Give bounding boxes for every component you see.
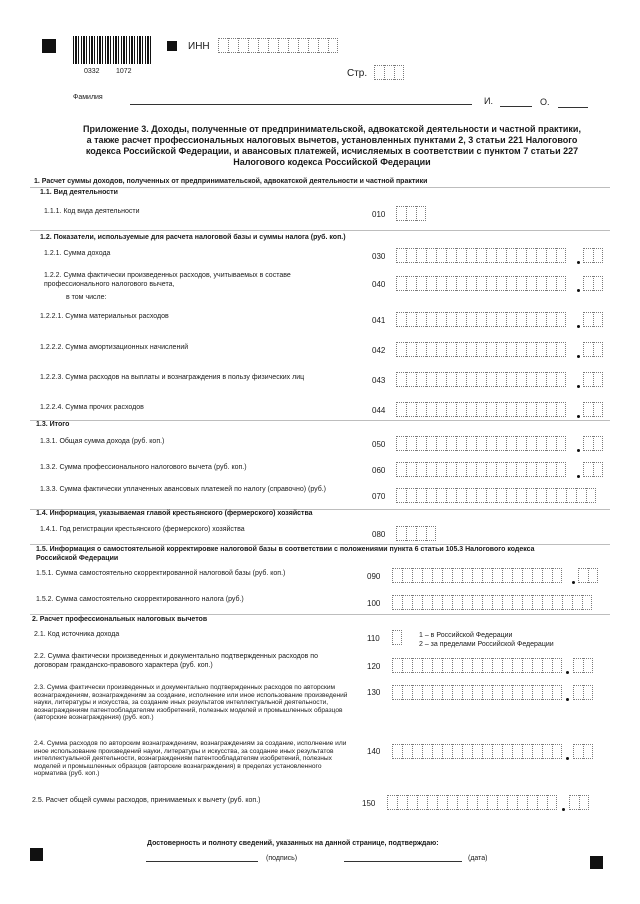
page-number-field[interactable] bbox=[374, 65, 404, 80]
row-110-option-2: 2 – за пределами Российской Федерации bbox=[419, 641, 554, 648]
date-caption: (дата) bbox=[468, 855, 488, 862]
row-050-label: 1.3.1. Общая сумма дохода (руб. коп.) bbox=[40, 438, 165, 445]
row-043-rub-field[interactable] bbox=[396, 372, 566, 387]
row-044-kop-field[interactable] bbox=[583, 402, 603, 417]
row-130-kop-field[interactable] bbox=[573, 685, 593, 700]
inn-field[interactable] bbox=[218, 38, 338, 53]
initial-i-field[interactable] bbox=[500, 106, 532, 107]
row-010-code: 010 bbox=[372, 210, 386, 219]
page-title: Приложение 3. Доходы, полученные от предпринимательской, адвокатской деятельности и частной практики, а также расчет профессиональных налоговых вычетов, установленных пунктами 2, 3 статьи 221 Налогового кодекса Российской Федерации, и авансовых платежей, исчисляемых в соответствии с пунктом 7 статьи 227 Налогового кодекса Российской Федерации bbox=[83, 124, 581, 167]
section-1-3-heading: 1.3. Итого bbox=[36, 421, 70, 428]
row-042-rub-field[interactable] bbox=[396, 342, 566, 357]
row-044-label: 1.2.2.4. Сумма прочих расходов bbox=[40, 404, 144, 411]
row-041-label: 1.2.2.1. Сумма материальных расходов bbox=[40, 313, 169, 320]
row-120-separator bbox=[566, 671, 569, 674]
row-043-kop-field[interactable] bbox=[583, 372, 603, 387]
row-041-rub-field[interactable] bbox=[396, 312, 566, 327]
certification-statement: Достоверность и полноту сведений, указанных на данной странице, подтверждаю: bbox=[147, 840, 439, 847]
row-044-code: 044 bbox=[372, 406, 386, 415]
row-080-code: 080 bbox=[372, 530, 386, 539]
surname-field[interactable] bbox=[130, 104, 472, 105]
page-label: Стр. bbox=[347, 68, 368, 79]
section-1-5-heading: 1.5. Информация о самостоятельной корректировке налоговой базы в соответствии с положениями пункта 6 статьи 105.3 Налогового кодекса Российской Федерации bbox=[36, 546, 535, 562]
initial-o-label: О. bbox=[540, 97, 550, 107]
registration-marker-top-right bbox=[167, 41, 177, 51]
section-1-4-heading: 1.4. Информация, указываемая главой крестьянского (фермерского) хозяйства bbox=[36, 510, 313, 517]
surname-label: Фамилия bbox=[73, 94, 103, 101]
row-060-separator bbox=[577, 475, 580, 478]
row-060-kop-field[interactable] bbox=[583, 462, 603, 477]
row-060-code: 060 bbox=[372, 466, 386, 475]
row-042-code: 042 bbox=[372, 346, 386, 355]
row-090-code: 090 bbox=[367, 572, 381, 581]
signature-caption: (подпись) bbox=[266, 855, 298, 862]
registration-marker-top-left bbox=[42, 39, 56, 53]
registration-marker-bottom-right bbox=[590, 856, 603, 869]
row-090-kop-field[interactable] bbox=[578, 568, 598, 583]
row-130-label: 2.3. Сумма фактически произведенных и документально подтвержденных расходов по авторским вознаграждениям, вознаграждениям за создание, исполнение или иное использование произведений науки, литературы и искусства, за создание иных результатов интеллектуальной деятельности, вознаграждениям патентообладателям изобретений, полезных моделей и промышленных образцов (авторские вознаграждения) (руб. коп.) bbox=[34, 684, 348, 722]
row-150-code: 150 bbox=[362, 799, 376, 808]
row-090-label: 1.5.1. Сумма самостоятельно скорректированной налоговой базы (руб. коп.) bbox=[36, 570, 286, 577]
row-042-separator bbox=[577, 355, 580, 358]
row-080-field[interactable] bbox=[396, 526, 436, 541]
section-1-2-heading: 1.2. Показатели, используемые для расчета налоговой базы и суммы налога (руб. коп.) bbox=[40, 234, 346, 241]
row-120-label: 2.2. Сумма фактически произведенных и документально подтвержденных расходов по договорам гражданско-правового характера (руб. коп.) bbox=[34, 653, 318, 669]
row-030-label: 1.2.1. Сумма дохода bbox=[44, 250, 111, 257]
barcode bbox=[73, 36, 151, 64]
row-043-separator bbox=[577, 385, 580, 388]
registration-marker-bottom-left bbox=[30, 848, 43, 861]
row-120-kop-field[interactable] bbox=[573, 658, 593, 673]
inn-label: ИНН bbox=[188, 41, 210, 52]
barcode-number-right: 1072 bbox=[116, 68, 132, 75]
signature-field[interactable] bbox=[146, 861, 258, 862]
row-130-separator bbox=[566, 698, 569, 701]
row-050-separator bbox=[577, 449, 580, 452]
row-043-label: 1.2.2.3. Сумма расходов на выплаты и вознаграждения в пользу физических лиц bbox=[40, 374, 305, 381]
row-030-code: 030 bbox=[372, 252, 386, 261]
row-150-separator bbox=[562, 808, 565, 811]
row-110-code: 110 bbox=[367, 634, 380, 643]
row-090-rub-field[interactable] bbox=[392, 568, 562, 583]
row-100-code: 100 bbox=[367, 599, 381, 608]
row-042-label: 1.2.2.2. Сумма амортизационных начислений bbox=[40, 344, 189, 351]
row-130-code: 130 bbox=[367, 688, 381, 697]
row-030-rub-field[interactable] bbox=[396, 248, 566, 263]
initial-o-field[interactable] bbox=[558, 107, 588, 108]
row-110-field[interactable] bbox=[392, 630, 402, 645]
row-130-rub-field[interactable] bbox=[392, 685, 562, 700]
row-140-code: 140 bbox=[367, 747, 381, 756]
row-041-code: 041 bbox=[372, 316, 386, 325]
row-050-rub-field[interactable] bbox=[396, 436, 566, 451]
row-030-separator bbox=[577, 261, 580, 264]
row-060-rub-field[interactable] bbox=[396, 462, 566, 477]
row-120-rub-field[interactable] bbox=[392, 658, 562, 673]
row-040-code: 040 bbox=[372, 280, 386, 289]
row-140-separator bbox=[566, 757, 569, 760]
initial-i-label: И. bbox=[484, 96, 493, 106]
row-110-label: 2.1. Код источника дохода bbox=[34, 631, 120, 638]
row-120-code: 120 bbox=[367, 662, 381, 671]
row-100-field[interactable] bbox=[392, 595, 592, 610]
row-100-label: 1.5.2. Сумма самостоятельно скорректированного налога (руб.) bbox=[36, 596, 244, 603]
row-070-code: 070 bbox=[372, 492, 386, 501]
row-140-rub-field[interactable] bbox=[392, 744, 562, 759]
row-044-separator bbox=[577, 415, 580, 418]
row-150-label: 2.5. Расчет общей суммы расходов, принимаемых к вычету (руб. коп.) bbox=[32, 797, 261, 804]
row-010-field[interactable] bbox=[396, 206, 426, 221]
row-044-rub-field[interactable] bbox=[396, 402, 566, 417]
section-2-heading: 2. Расчет профессиональных налоговых вычетов bbox=[32, 616, 208, 623]
row-042-kop-field[interactable] bbox=[583, 342, 603, 357]
row-070-field[interactable] bbox=[396, 488, 596, 503]
row-043-code: 043 bbox=[372, 376, 386, 385]
row-060-label: 1.3.2. Сумма профессионального налогового вычета (руб. коп.) bbox=[40, 464, 247, 471]
row-140-kop-field[interactable] bbox=[573, 744, 593, 759]
row-150-kop-field[interactable] bbox=[569, 795, 589, 810]
barcode-number-left: 0332 bbox=[84, 68, 100, 75]
row-040-kop-field[interactable] bbox=[583, 276, 603, 291]
row-090-separator bbox=[572, 581, 575, 584]
row-040-separator bbox=[577, 289, 580, 292]
row-010-label: 1.1.1. Код вида деятельности bbox=[44, 208, 140, 215]
row-140-label: 2.4. Сумма расходов по авторским вознаграждениям, вознаграждениям за создание, исполнение или иное использование произведений науки, литературы и искусства, за создание иных результатов интеллектуальной деятельности, вознаграждениям патентообладателям изобретений, полезных моделей и промышленных образцов (авторские вознаграждения) в пределах установленного норматива (руб. коп.) bbox=[34, 740, 347, 778]
row-050-code: 050 bbox=[372, 440, 386, 449]
row-110-option-1: 1 – в Российской Федерации bbox=[419, 632, 513, 639]
row-040-sub-label: в том числе: bbox=[66, 294, 107, 301]
row-041-kop-field[interactable] bbox=[583, 312, 603, 327]
date-field[interactable] bbox=[344, 861, 462, 862]
section-1-heading: 1. Расчет суммы доходов, полученных от предпринимательской, адвокатской деятельности и частной практики bbox=[34, 178, 428, 185]
row-040-rub-field[interactable] bbox=[396, 276, 566, 291]
section-1-1-heading: 1.1. Вид деятельности bbox=[40, 189, 118, 196]
row-050-kop-field[interactable] bbox=[583, 436, 603, 451]
row-040-label: 1.2.2. Сумма фактически произведенных расходов, учитываемых в составе профессионального налогового вычета, bbox=[44, 272, 291, 288]
row-041-separator bbox=[577, 325, 580, 328]
row-030-kop-field[interactable] bbox=[583, 248, 603, 263]
row-070-label: 1.3.3. Сумма фактически уплаченных авансовых платежей по налогу (справочно) (руб.) bbox=[40, 486, 326, 493]
row-080-label: 1.4.1. Год регистрации крестьянского (фермерского) хозяйства bbox=[40, 526, 245, 533]
row-150-rub-field[interactable] bbox=[387, 795, 557, 810]
